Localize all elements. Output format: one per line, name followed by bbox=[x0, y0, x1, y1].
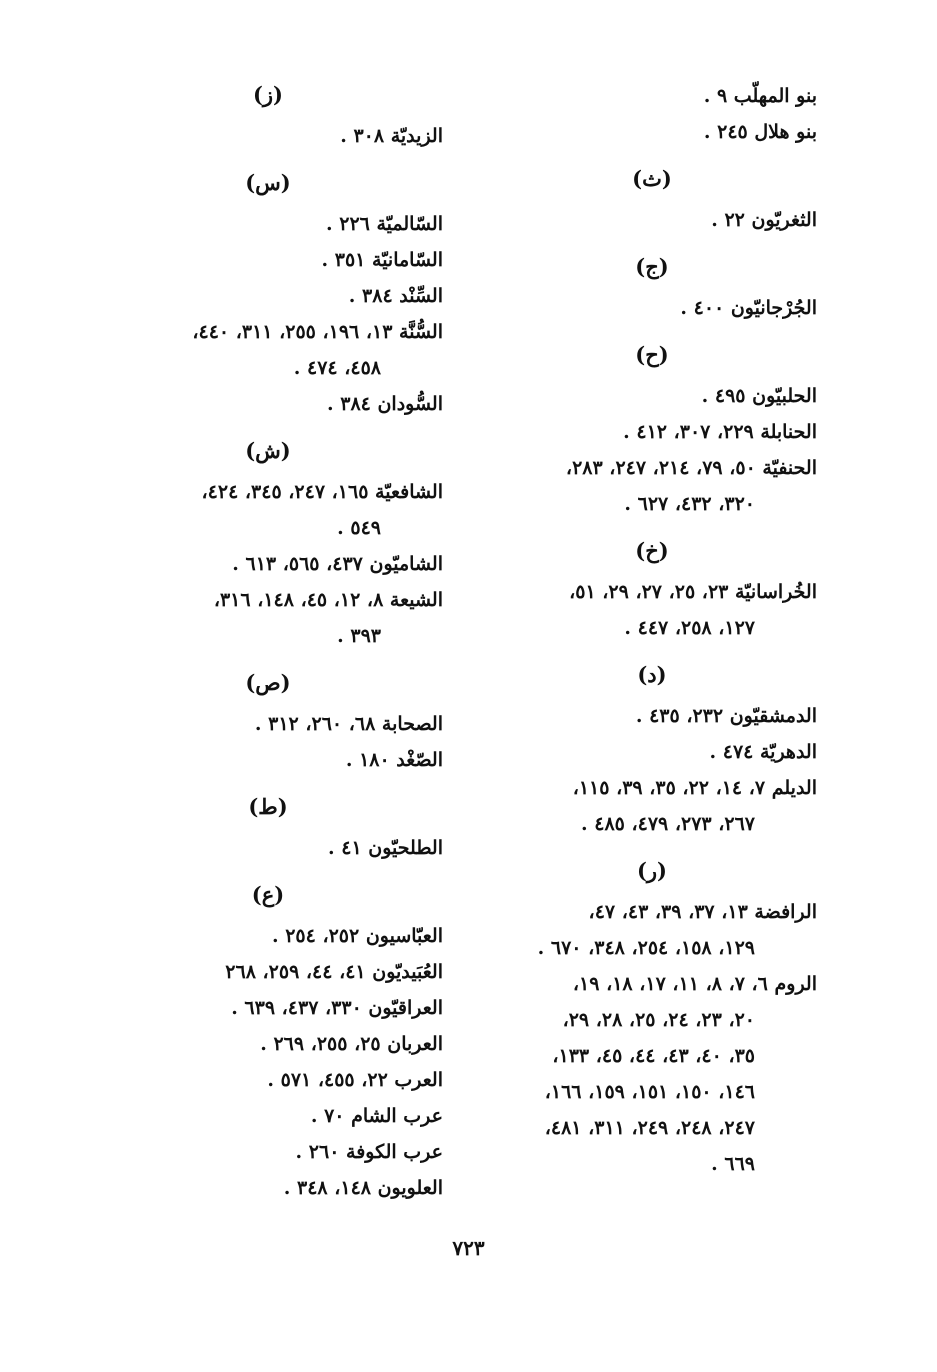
index-entry bbox=[487, 378, 817, 414]
index-section bbox=[93, 78, 443, 154]
entry-line: الحنفيّة ٥٠، ٧٩، ٢١٤، ٢٤٧، ٢٨٣، bbox=[565, 457, 817, 479]
index-section bbox=[487, 250, 817, 326]
index-entry bbox=[487, 698, 817, 734]
index-section bbox=[487, 534, 817, 646]
entry-line: الشاميّون ٤٣٧، ٥٦٥، ٦١٣ . bbox=[232, 553, 443, 575]
entry-line: بنو المهلّب ٩ . bbox=[703, 85, 817, 107]
entry-line: العراقيّون ٣٣٠، ٤٣٧، ٦٣٩ . bbox=[231, 997, 443, 1019]
section-heading: (ع) bbox=[251, 882, 285, 907]
index-entry bbox=[93, 742, 443, 778]
entry-line: الشيعة ٨، ١٢، ٤٥، ١٤٨، ٣١٦، bbox=[213, 589, 443, 611]
index-entry bbox=[487, 78, 817, 114]
section-heading: (ز) bbox=[252, 82, 283, 107]
entry-line: الدمشقيّون ٢٣٢، ٤٣٥ . bbox=[635, 705, 817, 727]
entry-line: العُبَيديّون ٤١، ٤٤، ٢٥٩، ٢٦٨ bbox=[225, 961, 443, 983]
index-entry bbox=[487, 114, 817, 150]
entry-line: بنو هلال ٢٤٥ . bbox=[703, 121, 817, 143]
entry-line: الروم ٦، ٧، ٨، ١١، ١٧، ١٨، ١٩، bbox=[572, 973, 817, 995]
index-section bbox=[487, 854, 817, 1182]
entry-line: السّالميّة ٢٢٦ . bbox=[326, 213, 443, 235]
index-entry bbox=[93, 830, 443, 866]
index-entry bbox=[93, 1098, 443, 1134]
index-entry bbox=[487, 414, 817, 450]
entry-continuation: ١٤٦، ١٥٠، ١٥١، ١٥٩، ١٦٦، bbox=[544, 1081, 755, 1103]
entry-line: الشافعيّة ١٦٥، ٢٤٧، ٣٤٥، ٤٢٤، bbox=[201, 481, 443, 503]
entry-line: الصّغْد ١٨٠ . bbox=[345, 749, 443, 771]
index-section bbox=[487, 658, 817, 842]
entry-line: السُّودان ٣٨٤ . bbox=[327, 393, 443, 415]
index-entry bbox=[93, 1062, 443, 1098]
entry-line: الحلبيّون ٤٩٥ . bbox=[701, 385, 817, 407]
section-heading: (ث) bbox=[632, 166, 672, 191]
index-entry bbox=[487, 202, 817, 238]
index-section bbox=[93, 434, 443, 654]
index-section bbox=[93, 878, 443, 1206]
section-continued bbox=[487, 78, 817, 150]
index-entry bbox=[487, 450, 817, 522]
entry-continuation: ٢٠، ٢٣، ٢٤، ٢٥، ٢٨، ٢٩، bbox=[562, 1009, 755, 1031]
entry-continuation: ١٢٧، ٢٥٨، ٤٤٧ . bbox=[624, 617, 755, 639]
entry-line: السّامانيّة ٣٥١ . bbox=[321, 249, 443, 271]
index-section bbox=[93, 790, 443, 866]
entry-line: العرب ٢٢، ٤٥٥، ٥٧١ . bbox=[267, 1069, 443, 1091]
index-entry bbox=[487, 574, 817, 646]
index-entry bbox=[93, 918, 443, 954]
entry-continuation: ١٢٩، ١٥٨، ٢٥٤، ٣٤٨، ٦٧٠ . bbox=[537, 937, 755, 959]
entry-continuation: ٣٥، ٤٠، ٤٣، ٤٤، ٤٥، ١٣٣، bbox=[552, 1045, 755, 1067]
index-entry bbox=[93, 1026, 443, 1062]
page-number: ٧٢٣ bbox=[452, 1236, 485, 1260]
index-entry bbox=[93, 990, 443, 1026]
entry-line: الطلحيّون ٤١ . bbox=[328, 837, 443, 859]
section-heading: (ط) bbox=[248, 794, 288, 819]
entry-line: السِّنْد ٣٨٤ . bbox=[348, 285, 443, 307]
entry-continuation: ٣٢٠، ٤٣٢، ٦٢٧ . bbox=[624, 493, 755, 515]
entry-continuation: ٢٤٧، ٢٤٨، ٢٤٩، ٣١١، ٤٨١، bbox=[544, 1117, 755, 1139]
entry-continuation: ٤٥٨، ٤٧٤ . bbox=[293, 357, 381, 379]
index-entry bbox=[93, 954, 443, 990]
entry-line: الصحابة ٦٨، ٢٦٠، ٣١٢ . bbox=[254, 713, 443, 735]
index-entry bbox=[93, 242, 443, 278]
index-entry bbox=[93, 206, 443, 242]
entry-line: الثغريّون ٢٢ . bbox=[711, 209, 817, 231]
entry-continuation: ٢٦٧، ٢٧٣، ٤٧٩، ٤٨٥ . bbox=[581, 813, 755, 835]
index-entry bbox=[93, 546, 443, 582]
index-entry bbox=[487, 770, 817, 842]
index-entry bbox=[93, 314, 443, 386]
entry-line: السُّنَّة ١٣، ١٩٦، ٢٥٥، ٣١١، ٤٤٠، bbox=[192, 321, 443, 343]
entry-line: الخُراسانيّة ٢٣، ٢٥، ٢٧، ٢٩، ٥١، bbox=[569, 581, 817, 603]
section-heading: (د) bbox=[637, 662, 667, 687]
index-entry bbox=[93, 118, 443, 154]
entry-line: الديلم ٧، ١٤، ٢٢، ٣٥، ٣٩، ١١٥، bbox=[572, 777, 817, 799]
index-entry bbox=[93, 706, 443, 742]
index-entry bbox=[93, 278, 443, 314]
index-section bbox=[93, 166, 443, 422]
right-column bbox=[487, 78, 817, 1182]
index-entry bbox=[93, 1170, 443, 1206]
entry-continuation: ٥٤٩ . bbox=[337, 517, 381, 539]
index-entry bbox=[93, 386, 443, 422]
index-section bbox=[93, 666, 443, 778]
index-entry bbox=[487, 894, 817, 966]
index-entry bbox=[93, 1134, 443, 1170]
index-entry bbox=[487, 290, 817, 326]
section-heading: (ص) bbox=[245, 670, 291, 695]
section-heading: (ح) bbox=[635, 342, 669, 367]
left-column bbox=[93, 78, 443, 1206]
entry-line: الزيديّة ٣٠٨ . bbox=[340, 125, 443, 147]
entry-line: عرب الكوفة ٢٦٠ . bbox=[295, 1141, 443, 1163]
entry-line: الدهريّة ٤٧٤ . bbox=[709, 741, 817, 763]
entry-line: الرافضة ١٣، ٣٧، ٣٩، ٤٣، ٤٧، bbox=[588, 901, 817, 923]
entry-line: عرب الشام ٧٠ . bbox=[310, 1105, 443, 1127]
index-entry bbox=[487, 734, 817, 770]
entry-continuation: ٣٩٣ . bbox=[337, 625, 381, 647]
section-heading: (ر) bbox=[636, 858, 667, 883]
entry-line: العلويون ١٤٨، ٣٤٨ . bbox=[283, 1177, 443, 1199]
section-heading: (س) bbox=[245, 170, 291, 195]
index-entry bbox=[93, 582, 443, 654]
entry-line: الحنابلة ٢٢٩، ٣٠٧، ٤١٢ . bbox=[623, 421, 817, 443]
index-entry bbox=[93, 474, 443, 546]
index-entry bbox=[487, 966, 817, 1182]
entry-line: العبّاسيون ٢٥٢، ٢٥٤ . bbox=[271, 925, 443, 947]
section-heading: (خ) bbox=[635, 538, 669, 563]
index-section bbox=[487, 162, 817, 238]
section-heading: (ش) bbox=[245, 438, 291, 463]
entry-continuation: ٦٦٩ . bbox=[711, 1153, 755, 1175]
section-heading: (ج) bbox=[635, 254, 669, 279]
index-section bbox=[487, 338, 817, 522]
entry-line: الجُرْجانيّون ٤٠٠ . bbox=[680, 297, 817, 319]
entry-line: العربان ٢٥، ٢٥٥، ٢٦٩ . bbox=[260, 1033, 443, 1055]
